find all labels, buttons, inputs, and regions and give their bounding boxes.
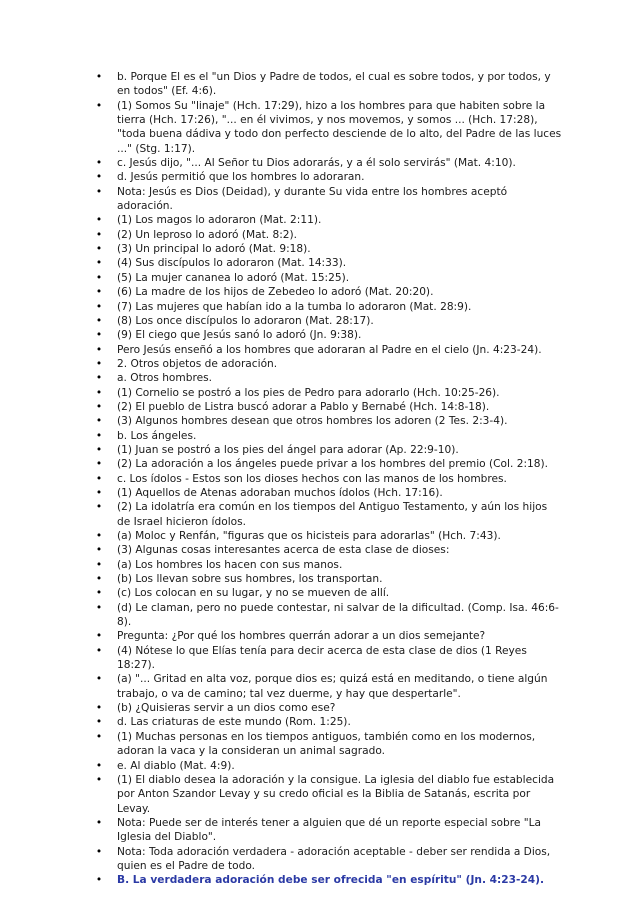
list-item [93,285,563,299]
list-item [93,601,563,630]
bullet-icon: • [95,530,103,542]
list-item-text: Pregunta: ¿Por qué los hombres querrán adorar a un dios semejante? [117,630,486,643]
bullet-icon: • [95,759,103,772]
list-item [93,457,563,471]
list-item [93,472,563,486]
bullet-icon: • [95,874,103,887]
bullet-icon: • [95,630,103,643]
list-item [93,529,563,543]
bullet-icon: • [95,845,103,858]
list-item [93,429,563,443]
bullet-icon: • [95,286,103,299]
list-item-text: (1) Los magos lo adoraron (Mat. 2:11). [117,214,322,227]
list-item [93,443,563,457]
bullet-icon: • [95,730,103,743]
list-item-text: (1) Somos Su "linaje" (Hch. 17:29), hizo a los hombres para que habiten sobre la tierra (Hch. 17:26), "... en él vivimos, y nos movemos, y somos ... (Hch. 17:28), "toda buena dádiva y todo don perfecto desciende de lo alto, del Padre de las luces ..." (Stg. 1:17). [117,99,562,155]
bullet-icon: • [95,644,103,657]
list-item [93,213,563,227]
list-item-text: (4) Nótese lo que Elías tenía para decir acerca de esta clase de dios (1 Reyes 18:27). [117,644,527,672]
list-item-text: c. Los ídolos - Estos son los dioses hechos con las manos de los hombres. [117,472,507,485]
list-item [93,873,563,887]
bullet-icon: • [95,185,103,198]
list-item [93,228,563,242]
list-item-text: 2. Otros objetos de adoración. [117,357,278,370]
list-item-text: (5) La mujer cananea lo adoró (Mat. 15:25). [117,271,350,284]
bullet-icon: • [95,372,103,385]
bullet-icon: • [95,443,103,456]
list-item [93,816,563,845]
list-item-text: d. Jesús permitió que los hombres lo adoraran. [117,171,365,184]
list-item [93,629,563,643]
list-item [93,715,563,729]
bullet-icon: • [95,157,103,170]
list-item [93,644,563,673]
list-item [93,586,563,600]
list-item [93,99,563,156]
bullet-icon: • [95,702,103,715]
list-item-text: Pero Jesús enseñó a los hombres que adoraran al Padre en el cielo (Jn. 4:23-24). [117,343,542,356]
bullet-icon: • [95,99,103,112]
list-item-text: (2) La adoración a los ángeles puede privar a los hombres del premio (Col. 2:18). [117,458,548,471]
list-item-text: B. La verdadera adoración debe ser ofrecida "en espíritu" (Jn. 4:23-24). [117,874,545,887]
list-item [93,271,563,285]
list-item [93,572,563,586]
list-item [93,672,563,701]
list-item-text: c. Jesús dijo, "... Al Señor tu Dios adorarás, y a él solo servirás" (Mat. 4:10). [117,157,516,170]
list-item-text: (a) "... Gritad en alta voz, porque dios es; quizá está en meditando, o tiene algún trabajo, o va de camino; tal vez duerme, y hay que despertarle". [117,673,548,700]
list-item-text: (1) Muchas personas en los tiempos antiguos, también como en los modernos, adoran la vaca y la consideran un animal sagrado. [117,730,536,758]
list-item [93,371,563,385]
bullet-icon: • [95,472,103,485]
list-item-text: Nota: Puede ser de interés tener a alguien que dé un reporte especial sobre "La Iglesia del Diablo". [117,816,541,844]
list-item-text: Nota: Jesús es Dios (Deidad), y durante Su vida entre los hombres aceptó adoración. [117,185,508,213]
list-item-text: (2) La idolatría era común en los tiempos del Antiguo Testamento, y aún los hijos de Israel hicieron ídolos. [117,501,548,528]
bullet-icon: • [95,816,103,829]
list-item-text: (2) El pueblo de Listra buscó adorar a Pablo y Bernabé (Hch. 14:8-18). [117,400,490,413]
list-item [93,845,563,874]
list-item-text: a. Otros hombres. [117,372,212,385]
list-item-text: (3) Un principal lo adoró (Mat. 9:18). [117,243,311,256]
bullet-icon: • [95,243,103,256]
bullet-icon: • [95,214,103,227]
list-item-text: (8) Los once discípulos lo adoraron (Mat. 28:17). [117,314,374,327]
list-item-text: (1) Juan se postró a los pies del ángel para adorar (Ap. 22:9-10). [117,443,459,456]
list-item [93,242,563,256]
list-item-text: (7) Las mujeres que habían ido a la tumba lo adoraron (Mat. 28:9). [117,300,472,313]
list-item [93,500,563,529]
list-item [93,486,563,500]
bullet-icon: • [95,558,103,571]
bullet-icon: • [95,486,103,499]
list-item-text: b. Los ángeles. [117,429,197,442]
list-item [93,156,563,170]
bullet-icon: • [95,228,103,241]
list-item-text: (1) Aquellos de Atenas adoraban muchos ídolos (Hch. 17:16). [117,486,443,499]
list-item-text: (3) Algunas cosas interesantes acerca de esta clase de dioses: [117,544,450,557]
list-item-text: (a) Moloc y Renfán, "figuras que os hicisteis para adorarlas" (Hch. 7:43). [117,530,501,542]
bullet-icon: • [95,673,103,686]
bullet-icon: • [95,587,103,600]
bullet-icon: • [95,415,103,428]
list-item-text: e. Al diablo (Mat. 4:9). [117,759,235,772]
list-item [93,543,563,557]
list-item [93,730,563,759]
list-item-text: (1) Cornelio se postró a los pies de Pedro para adorarlo (Hch. 10:25-26). [117,386,500,399]
list-item-text: (9) El ciego que Jesús sanó lo adoró (Jn. 9:38). [117,329,362,342]
list-item [93,314,563,328]
bullet-icon: • [95,458,103,471]
bullet-icon: • [95,544,103,557]
list-item-text: (d) Le claman, pero no puede contestar, ni salvar de la dificultad. (Comp. Isa. 46:6-8). [117,601,559,629]
list-item-text: (a) Los hombres los hacen con sus manos. [117,558,343,571]
list-item [93,343,563,357]
list-item [93,328,563,342]
bullet-icon: • [95,300,103,313]
bullet-icon: • [95,386,103,399]
list-item [93,558,563,572]
bullet-icon: • [95,429,103,442]
list-item-text: (b) Los llevan sobre sus hombres, los transportan. [117,573,383,586]
list-item [93,185,563,214]
list-item [93,773,563,816]
list-item [93,759,563,773]
bullet-icon: • [95,314,103,327]
list-item [93,70,563,99]
list-item-text: (3) Algunos hombres desean que otros hombres los adoren (2 Tes. 2:3-4). [117,415,508,428]
bullet-icon: • [95,257,103,270]
bullet-icon: • [95,71,103,83]
list-item [93,701,563,715]
list-item-text: (c) Los colocan en su lugar, y no se mueven de allí. [117,587,390,600]
bullet-icon: • [95,400,103,413]
bullet-icon: • [95,601,103,614]
bullet-icon: • [95,329,103,342]
bullet-icon: • [95,271,103,284]
bullet-icon: • [95,357,103,370]
list-item [93,386,563,400]
list-item-text: (1) El diablo desea la adoración y la consigue. La iglesia del diablo fue establecida por Anton Szandor Levay y su credo oficial es la Biblia de Satanás, escrita por Levay. [117,773,555,815]
list-item-text: (2) Un leproso lo adoró (Mat. 8:2). [117,228,298,241]
bullet-icon: • [95,773,103,786]
bullet-icon: • [95,501,103,514]
bullet-list [93,70,563,888]
list-item-text: Nota: Toda adoración verdadera - adoración aceptable - deber ser rendida a Dios, quien es el Padre de todo. [117,845,551,872]
list-item-text: b. Porque El es el "un Dios y Padre de todos, el cual es sobre todos, y por todos, y en todos" (Ef. 4:6). [117,71,551,98]
list-item-text: d. Las criaturas de este mundo (Rom. 1:25). [117,716,351,729]
list-item [93,170,563,184]
list-item [93,256,563,270]
bullet-icon: • [95,573,103,586]
list-item [93,414,563,428]
list-item-text: (b) ¿Quisieras servir a un dios como ese? [117,702,336,715]
list-item-text: (6) La madre de los hijos de Zebedeo lo adoró (Mat. 20:20). [117,286,434,299]
bullet-icon: • [95,343,103,356]
list-item [93,357,563,371]
bullet-icon: • [95,171,103,184]
list-item [93,300,563,314]
list-item [93,400,563,414]
list-item-text: (4) Sus discípulos lo adoraron (Mat. 14:33). [117,257,347,270]
bullet-icon: • [95,716,103,729]
